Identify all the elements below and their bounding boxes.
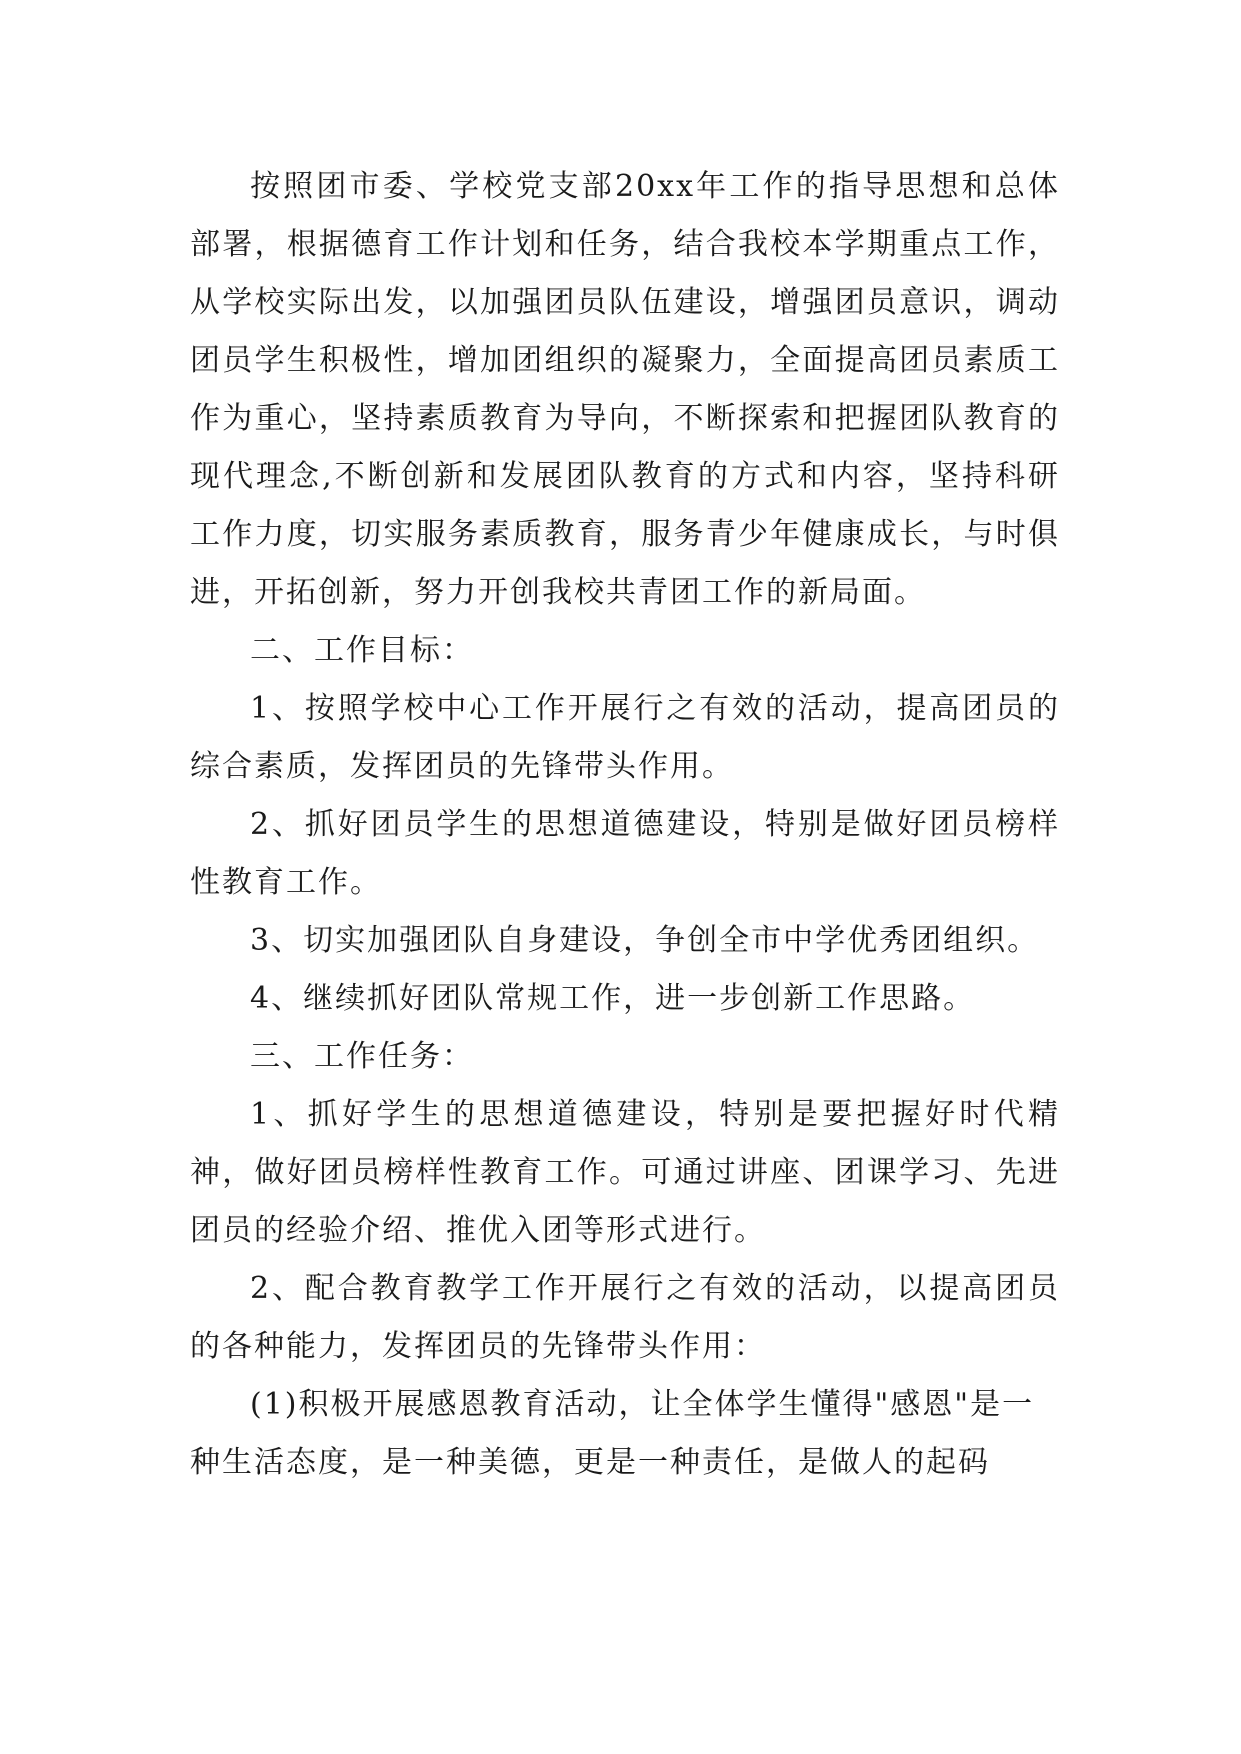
intro-paragraph: 按照团市委、学校党支部20xx年工作的指导思想和总体部署，根据德育工作计划和任务，结合我校本学期重点工作，从学校实际出发，以加强团员队伍建设，增强团员意识，调动团员学生积极性，增加团组织的凝聚力，全面提高团员素质工作为重心，坚持素质教育为导向，不断探索和把握团队教育的现代理念,不断创新和发展团队教育的方式和内容，坚持科研工作力度，切实服务素质教育，服务青少年健康成长，与时俱进，开拓创新，努力开创我校共青团工作的新局面。 (190, 169, 1060, 610)
document-body (190, 158, 1060, 1492)
section-heading-tasks: 三、工作任务： (250, 1039, 474, 1074)
task-subitem-1: (1)积极开展感恩教育活动，让全体学生懂得"感恩"是一种生活态度，是一种美德，更是一种责任，是做人的起码 (190, 1387, 1035, 1480)
task-item-1: 1、抓好学生的思想道德建设，特别是要把握好时代精神，做好团员榜样性教育工作。可通过讲座、团课学习、先进团员的经验介绍、推优入团等形式进行。 (190, 1097, 1060, 1248)
goal-item-3: 3、切实加强团队自身建设，争创全市中学优秀团组织。 (250, 923, 1040, 958)
goal-item-4: 4、继续抓好团队常规工作，进一步创新工作思路。 (250, 981, 976, 1016)
goal-item-1: 1、按照学校中心工作开展行之有效的活动，提高团员的综合素质，发挥团员的先锋带头作用。 (190, 691, 1060, 784)
goal-item-2: 2、抓好团员学生的思想道德建设，特别是做好团员榜样性教育工作。 (190, 807, 1060, 900)
task-item-2: 2、配合教育教学工作开展行之有效的活动，以提高团员的各种能力，发挥团员的先锋带头作用： (190, 1271, 1060, 1364)
section-heading-goals: 二、工作目标： (250, 633, 474, 668)
